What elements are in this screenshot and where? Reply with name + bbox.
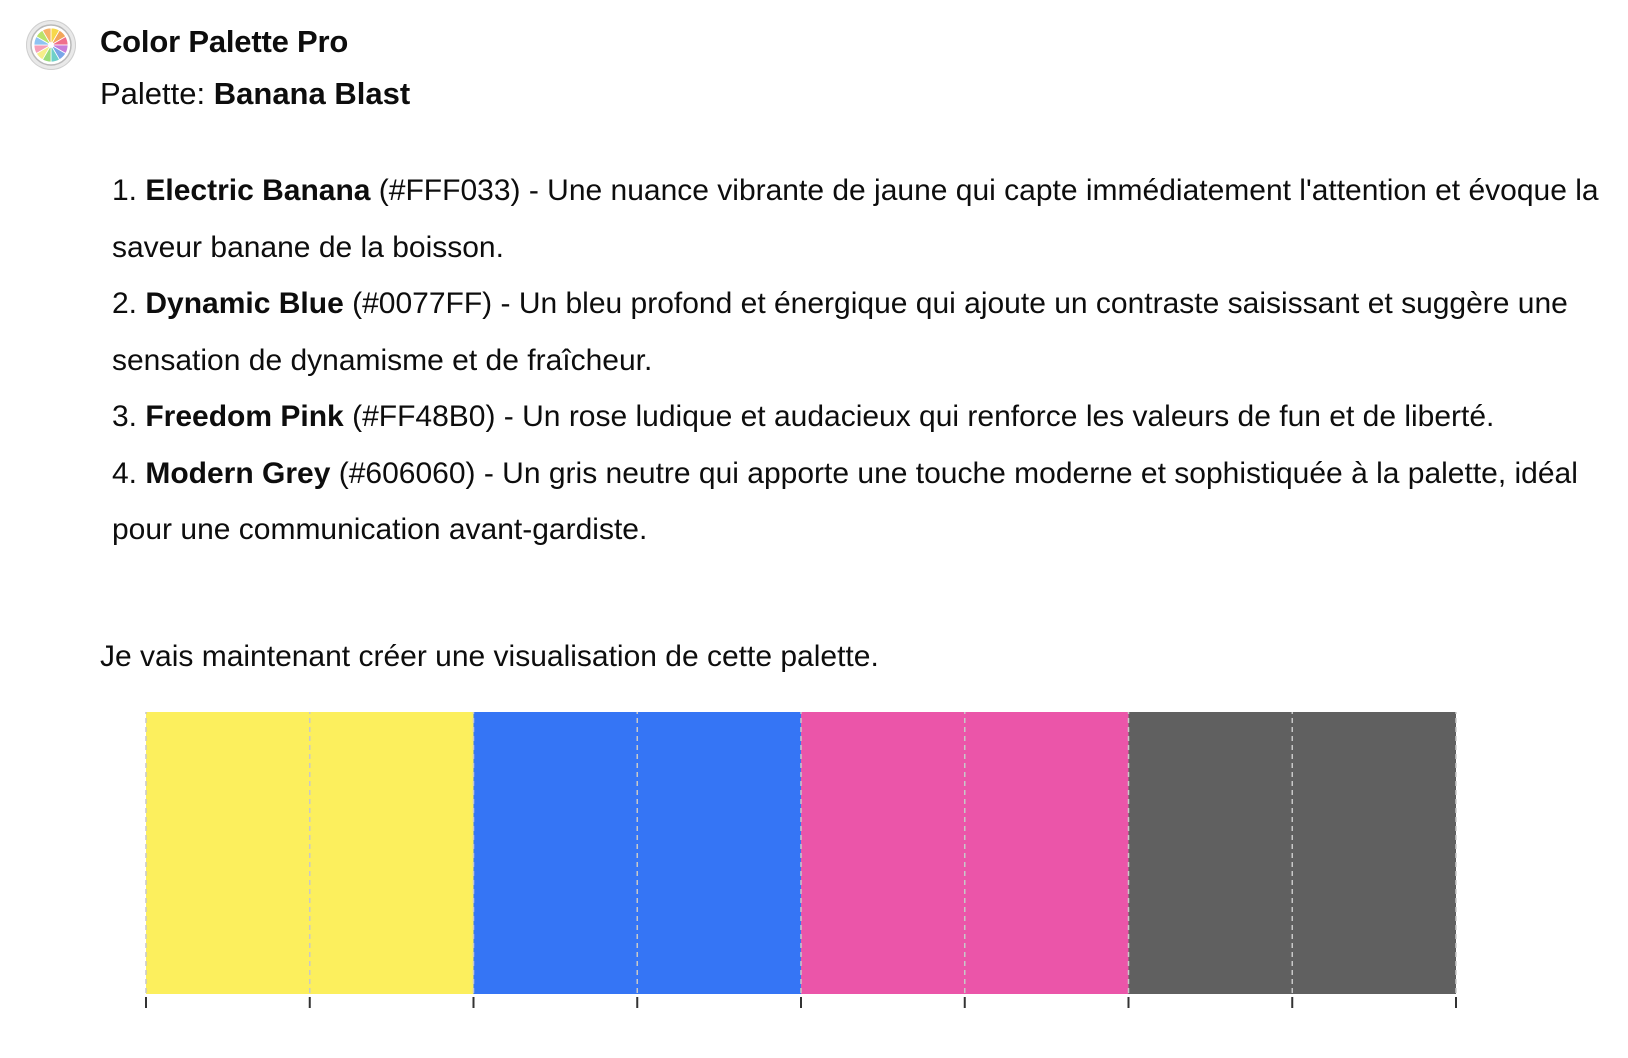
color-name: Freedom Pink xyxy=(145,400,344,433)
color-hex: (#FF48B0) xyxy=(343,400,496,433)
color-number: 3. xyxy=(112,400,146,433)
color-item-freedom-pink xyxy=(112,389,1612,446)
assistant-avatar xyxy=(26,20,76,70)
palette-visualization xyxy=(140,712,1520,1052)
color-name: Modern Grey xyxy=(145,456,331,490)
palette-line xyxy=(100,76,410,112)
color-wheel-icon xyxy=(29,23,73,67)
color-hex: (#0077FF) xyxy=(343,287,493,320)
color-description: - Un bleu profond et énergique qui ajoute un contraste saisissant et suggère une sensation de dynamisme et de fraîcheur. xyxy=(112,287,1568,377)
color-hex: (#FFF033) xyxy=(370,174,521,207)
color-name: Dynamic Blue xyxy=(145,287,344,320)
closing-message: Je vais maintenant créer une visualisation de cette palette. xyxy=(100,640,879,673)
color-description: - Un gris neutre qui apporte une touche moderne et sophistiquée à la palette, idéal pour une communication avant-gardiste. xyxy=(112,456,1578,546)
palette-label: Palette: xyxy=(100,76,214,111)
palette-name: Banana Blast xyxy=(213,76,411,111)
color-name: Electric Banana xyxy=(145,174,371,207)
color-description: - Un rose ludique et audacieux qui renforce les valeurs de fun et de liberté. xyxy=(495,400,1495,433)
color-description: - Une nuance vibrante de jaune qui capte immédiatement l'attention et évoque la saveur banane de la boisson. xyxy=(112,174,1599,264)
color-item-electric-banana xyxy=(112,163,1612,276)
app-name: Color Palette Pro xyxy=(100,24,349,59)
color-hex: (#606060) xyxy=(330,456,476,490)
color-item-dynamic-blue xyxy=(112,276,1612,389)
color-number: 1. xyxy=(112,174,146,207)
color-list xyxy=(112,163,1612,559)
color-number: 2. xyxy=(112,287,146,320)
color-number: 4. xyxy=(112,456,146,490)
color-item-modern-grey xyxy=(112,446,1612,559)
